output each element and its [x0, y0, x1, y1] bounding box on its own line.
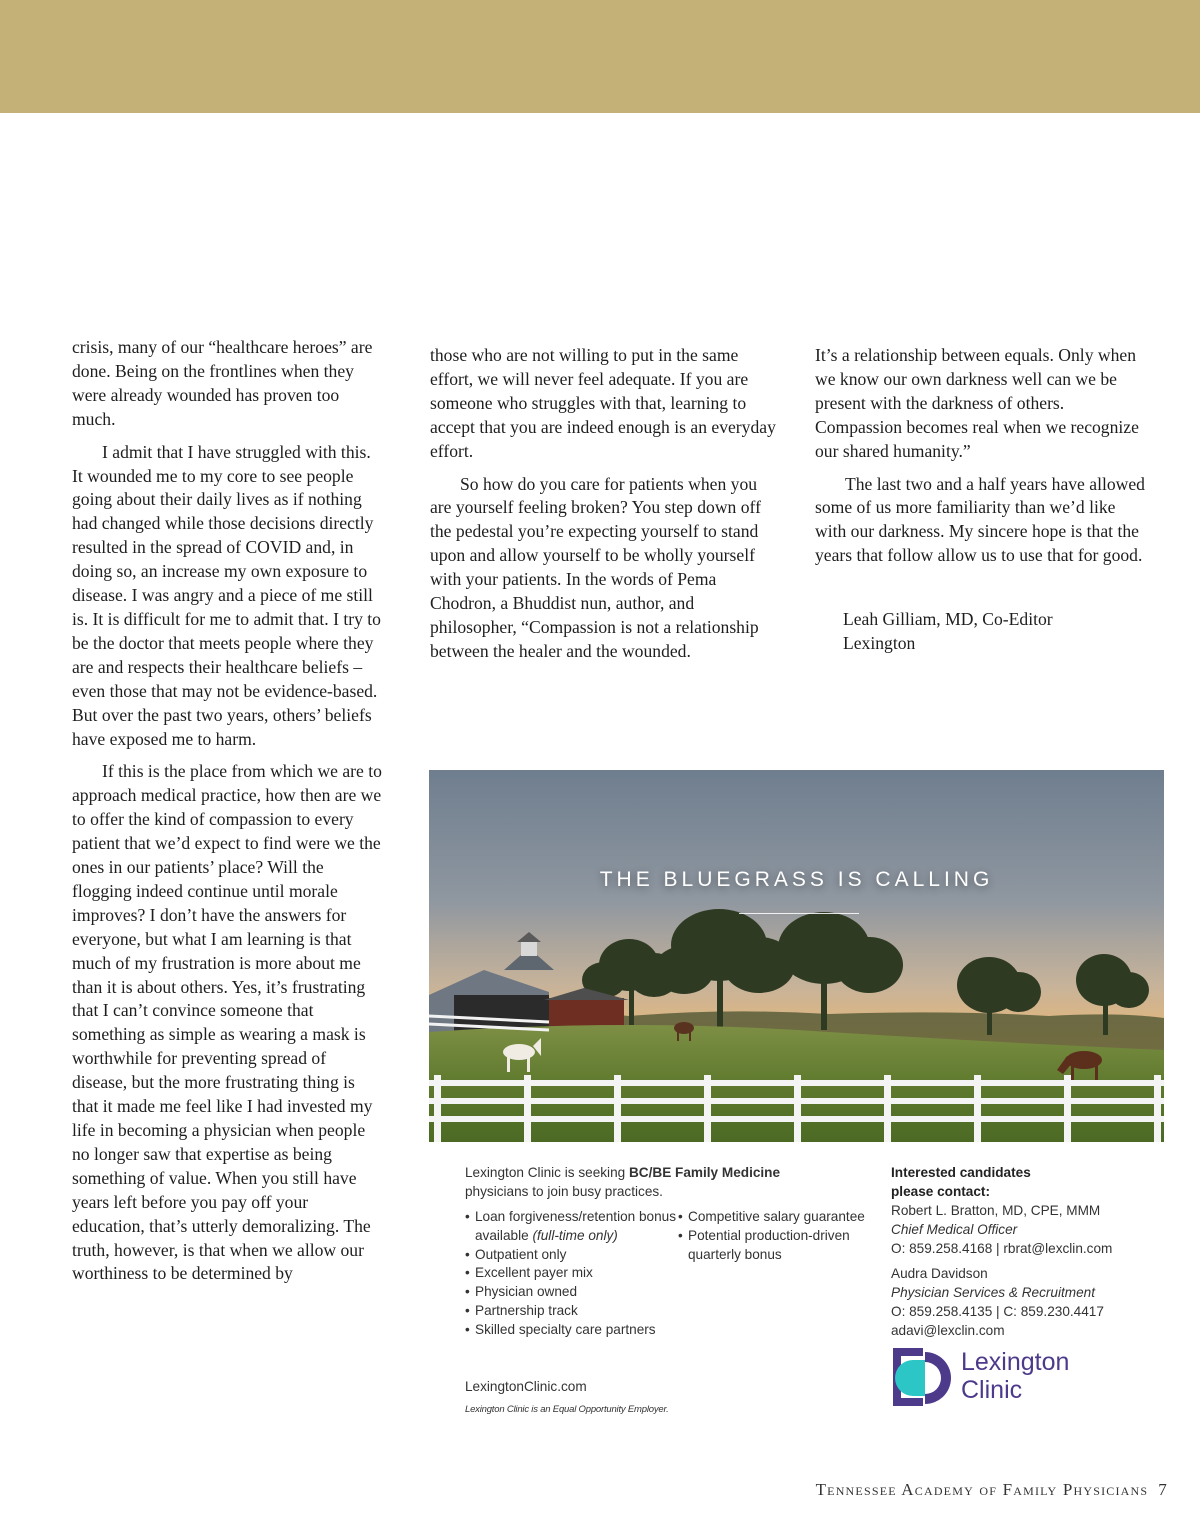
contact-name: Robert L. Bratton, MD, CPE, MMM	[891, 1203, 1101, 1218]
intro-suffix: physicians to join busy practices.	[465, 1184, 663, 1199]
benefits-list-left	[465, 1208, 680, 1340]
paragraph: The last two and a half years have allowed some of us more familiarity than we’d like with our darkness. My sincere hope is that the years that follow allow us to use that for good.	[815, 473, 1145, 566]
ad-headline: THE BLUEGRASS IS CALLING	[599, 868, 994, 891]
page-footer	[816, 1480, 1168, 1500]
list-item: • Potential production-driven quarterly bonus	[678, 1227, 878, 1265]
equal-opportunity-statement: Lexington Clinic is an Equal Opportunity Employer.	[465, 1404, 669, 1415]
paragraph: crisis, many of our “healthcare heroes” are done. Being on the frontlines when they were already wounded has proven too much.	[72, 337, 373, 429]
ad-landscape-photo	[429, 770, 1164, 1142]
list-item: • Physician owned	[465, 1283, 680, 1302]
list-item: • Partnership track	[465, 1302, 680, 1321]
intro-prefix: Lexington Clinic is seeking	[465, 1165, 629, 1180]
lexington-clinic-logo	[891, 1346, 1111, 1408]
list-item: • Skilled specialty care partners	[465, 1321, 680, 1340]
paragraph: It’s a relationship between equals. Only when we know our own darkness well can we be present with the darkness of others. Compassion becomes real when we recognize our shared humanity.”	[815, 345, 1139, 461]
logo-wordmark: Lexington Clinic	[961, 1348, 1070, 1404]
author-signature	[815, 608, 1150, 656]
list-item: • Outpatient only	[465, 1246, 680, 1265]
contact-email[interactable]: adavi@lexclin.com	[891, 1323, 1005, 1338]
intro-specialty: BC/BE Family Medicine	[628, 1165, 781, 1180]
article-column-2	[430, 344, 780, 664]
contact-title: Physician Services & Recruitment	[891, 1285, 1095, 1300]
author-location: Lexington	[843, 633, 916, 654]
paragraph: So how do you care for patients when you are yourself feeling broken? You step down off the pedestal you’re expecting yourself to stand upon and allow yourself to be wholly yourself with your patients. In the words of Pema Chodron, a Bhuddist nun, author, and philosopher, “Compassion is not a relationship between the healer and the wounded.	[430, 473, 761, 661]
paragraph: I admit that I have struggled with this. It wounded me to my core to see people going about their daily lives as if nothing had changed while those decisions directly resulted in the spread of COVID and, in doing so, an increase my own exposure to disease. I was angry and a piece of me still is. It is difficult for me to admit that. I try to be the doctor that meets people where they are and respects their healthcare beliefs – even those that may not be evidence-based. But over the past two years, others’ beliefs have exposed me to harm.	[72, 441, 381, 749]
contact-phone-email[interactable]: O: 859.258.4168 | rbrat@lexclin.com	[891, 1241, 1113, 1256]
contact-heading: please contact:	[891, 1184, 990, 1199]
list-item: • Competitive salary guarantee	[678, 1208, 878, 1227]
contact-title: Chief Medical Officer	[891, 1222, 1018, 1237]
article-column-1	[72, 336, 384, 1286]
ad-intro	[465, 1163, 865, 1201]
benefits-list-right	[678, 1208, 878, 1264]
paragraph: If this is the place from which we are to approach medical practice, how then are we to offer the kind of compassion to every patient that we’d expect to find were we the ones in our patients’ place? Will the flogging indeed continue until morale improves? I don’t have the answers for everyone, but what I am learning is that much of my frustration is more about me than it is about others. Yes, it’s frustrating that I can’t convince someone that something as simple as wearing a mask is worthwhile for preventing spread of disease, but the more frustrating thing is that it made me feel like I had invested my life in becoming a physician when people no longer saw that expertise as being something of value. When you still have years left before you pay off your education, that’s utterly demoralizing. The truth, however, is that when we allow our worthiness to be determined by	[72, 761, 382, 1284]
article-column-3	[815, 344, 1150, 656]
contact-heading: Interested candidates	[891, 1165, 1031, 1180]
contact-phones[interactable]: O: 859.258.4135 | C: 859.230.4417	[891, 1304, 1104, 1319]
publication-name: Tennessee Academy of Family Physicians	[815, 1480, 1149, 1499]
contact-name: Audra Davidson	[891, 1266, 988, 1281]
list-item: • Loan forgiveness/retention bonus available (full-time only)	[465, 1208, 680, 1246]
farm-landscape-image	[429, 770, 1164, 1142]
paragraph: those who are not willing to put in the same effort, we will never feel adequate. If you are someone who struggles with that, learning to accept that you are indeed enough is an everyday effort.	[430, 345, 776, 461]
contact-block	[891, 1163, 1171, 1340]
list-item: • Excellent payer mix	[465, 1264, 680, 1283]
page-number: 7	[1158, 1480, 1168, 1499]
clinic-logo-icon	[891, 1346, 953, 1408]
headline-divider	[739, 913, 859, 914]
header-color-band	[0, 0, 1200, 113]
clinic-website-link[interactable]: LexingtonClinic.com	[465, 1379, 587, 1394]
author-name: Leah Gilliam, MD, Co-Editor	[843, 609, 1053, 630]
